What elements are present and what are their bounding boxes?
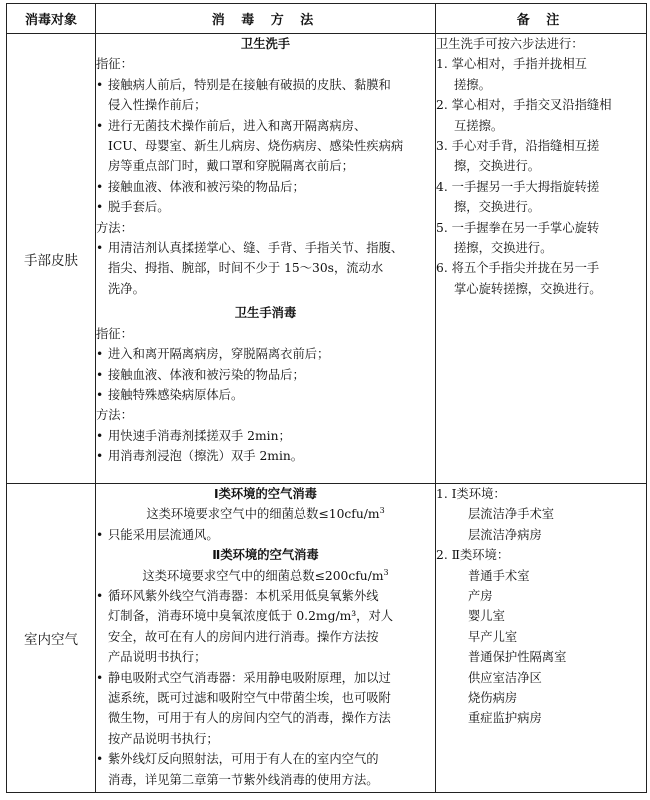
air-method-cell: [96, 484, 436, 793]
header-target: 消毒对象: [7, 4, 96, 34]
note-step-line: 2. 掌心相对，手指交叉沿指缝相: [436, 98, 612, 113]
section-title-class1: Ⅰ类环境的空气消毒: [214, 487, 317, 501]
class1-item: [96, 525, 435, 545]
superscript: 3: [379, 506, 385, 516]
indication-item-line: • 脱手套后。: [108, 200, 170, 215]
class2-item-line: 产品说明书执行；: [108, 650, 207, 665]
class1-requirement: 这类环境要求空气中的细菌总数$\le 10cfu/m^3$: [146, 506, 385, 522]
method-item-line: 洗净。: [108, 281, 145, 296]
header-row: [7, 4, 647, 34]
class2-item-line: 滤系统，既可过滤和吸附空气中带菌尘埃，也可吸附: [108, 691, 391, 706]
indication-item: [96, 365, 435, 385]
hand-note-cell: [436, 34, 647, 484]
indication-item: [96, 197, 435, 217]
disinfection-table: [6, 3, 647, 793]
section-title-hand-disinfect: 卫生手消毒: [234, 306, 297, 321]
note-class1-item: 层流洁净手术室: [468, 507, 555, 522]
note-class2-item: 重症监护病房: [468, 711, 542, 726]
note-class2-item: 烧伤病房: [468, 691, 518, 706]
indication-item-line: 侵入性操作前后；: [108, 98, 207, 113]
indication-item: [96, 344, 435, 364]
method-label: 方法：: [96, 408, 133, 423]
note-class1: 1. Ⅰ类环境：: [436, 487, 506, 501]
header-method: 消 毒 方 法: [96, 4, 436, 34]
indication-item-line: • 进行无菌技术操作前后，进入和离开隔离病房、: [108, 118, 367, 133]
note-step-line: 掌心旋转搓擦，交换进行。: [454, 281, 602, 296]
class2-item: [96, 586, 435, 668]
note-intro: 卫生洗手可按六步法进行：: [436, 37, 584, 51]
note-step-line: 搓擦。: [454, 77, 491, 92]
note-step: [436, 54, 646, 95]
method-item-line: • 用消毒剂浸泡（擦洗）双手 2min。: [108, 449, 304, 464]
method-item: [96, 446, 435, 466]
class2-item-line: 灯制备，消毒环境中臭氧浓度低于 0.2mg/m³，对人: [108, 609, 394, 624]
class2-item-line: • 循环风紫外线空气消毒器：本机采用低臭氧紫外线: [108, 589, 379, 604]
class2-item-line: 微生物，可用于有人的房间内空气的消毒，操作方法: [108, 711, 391, 726]
indication-label: 指征：: [96, 57, 133, 72]
note-step-line: 4. 一手握另一手大拇指旋转搓: [436, 179, 600, 194]
class2-requirement: 这类环境要求空气中的细菌总数$\le 200cfu/m^3$: [142, 567, 389, 583]
note-class2-item: 婴儿室: [468, 609, 505, 624]
hand-method-cell: [96, 34, 436, 484]
note-class2-item: 供应室洁净区: [468, 670, 542, 685]
note-step: [436, 218, 646, 259]
indication-item: [96, 177, 435, 197]
method-label: 方法：: [96, 220, 133, 235]
note-step-line: 3. 手心对手背，沿指缝相互搓: [436, 139, 600, 154]
class2-item-line: 安全，故可在有人的房间内进行消毒。操作方法按: [108, 629, 379, 644]
note-step-line: 擦，交换进行。: [454, 159, 541, 174]
superscript: 3: [383, 567, 389, 577]
indication-item-line: • 接触特殊感染病原体后。: [108, 387, 244, 402]
note-step: [436, 177, 646, 218]
section-title-handwash: 卫生洗手: [240, 37, 291, 51]
indication-item: [96, 385, 435, 405]
section-title-class2: Ⅱ类环境的空气消毒: [212, 548, 319, 563]
class2-item-line: 消毒，详见第二章第一节紫外线消毒的使用方法。: [108, 772, 379, 787]
note-step-line: 6. 将五个手指尖并拢在另一手: [436, 261, 600, 276]
class2-item-line: • 静电吸附式空气消毒器：采用静电吸附原理，加以过: [108, 670, 391, 685]
indication-label: 指征：: [96, 326, 133, 341]
method-item-line: • 用快速手消毒剂揉搓双手 2min；: [108, 428, 291, 443]
class2-item: [96, 668, 435, 750]
method-item-line: 指尖、拇指、腕部，时间不少于 15～30s，流动水: [108, 261, 384, 276]
note-class2-item: 产房: [468, 589, 493, 604]
note-step: [436, 258, 646, 299]
indication-item-line: • 接触血液、体液和被污染的物品后；: [108, 367, 305, 382]
row-label-hand: 手部皮肤: [7, 34, 96, 484]
note-step: [436, 95, 646, 136]
note-class2-item: 普通保护性隔离室: [468, 650, 567, 665]
class2-item: [96, 749, 435, 790]
class2-item-line: 按产品说明书执行；: [108, 731, 219, 746]
note-class2-item: 普通手术室: [468, 568, 530, 583]
method-item: [96, 426, 435, 446]
indication-item: [96, 116, 435, 177]
note-step: [436, 136, 646, 177]
air-note-cell: [436, 484, 647, 793]
row-hand-skin: [7, 34, 647, 484]
note-class1-item: 层流洁净病房: [468, 527, 542, 542]
class1-item-line: • 只能采用层流通风。: [108, 527, 219, 542]
indication-item-line: • 接触血液、体液和被污染的物品后；: [108, 179, 305, 194]
note-step-line: 搓擦，交换进行。: [454, 241, 553, 256]
indication-item-line: 房等重点部门时，戴口罩和穿脱隔离衣前后；: [108, 159, 354, 174]
method-item-line: • 用清洁剂认真揉搓掌心、缝、手背、手指关节、指腹、: [108, 241, 404, 256]
note-step-line: 互搓擦。: [454, 118, 504, 133]
row-indoor-air: [7, 484, 647, 793]
header-note: 备 注: [436, 4, 647, 34]
note-step-line: 5. 一手握拳在另一手掌心旋转: [436, 220, 600, 235]
indication-item: [96, 75, 435, 116]
note-class2-item: 早产儿室: [468, 629, 518, 644]
note-step-line: 擦，交换进行。: [454, 200, 541, 215]
note-class2: 2. Ⅱ类环境：: [436, 548, 510, 563]
class2-item-line: • 紫外线灯反向照射法，可用于有人在的室内空气的: [108, 752, 379, 767]
indication-item-line: • 进入和离开隔离病房，穿脱隔离衣前后；: [108, 347, 330, 362]
indication-item-line: ICU、母婴室、新生儿病房、烧伤病房、感染性疾病病: [108, 139, 404, 154]
row-label-air: 室内空气: [7, 484, 96, 793]
note-step-line: 1. 掌心相对，手指并拢相互: [436, 57, 587, 72]
method-item: [96, 238, 435, 299]
indication-item-line: • 接触病人前后，特别是在接触有破损的皮肤、黏膜和: [108, 77, 391, 92]
